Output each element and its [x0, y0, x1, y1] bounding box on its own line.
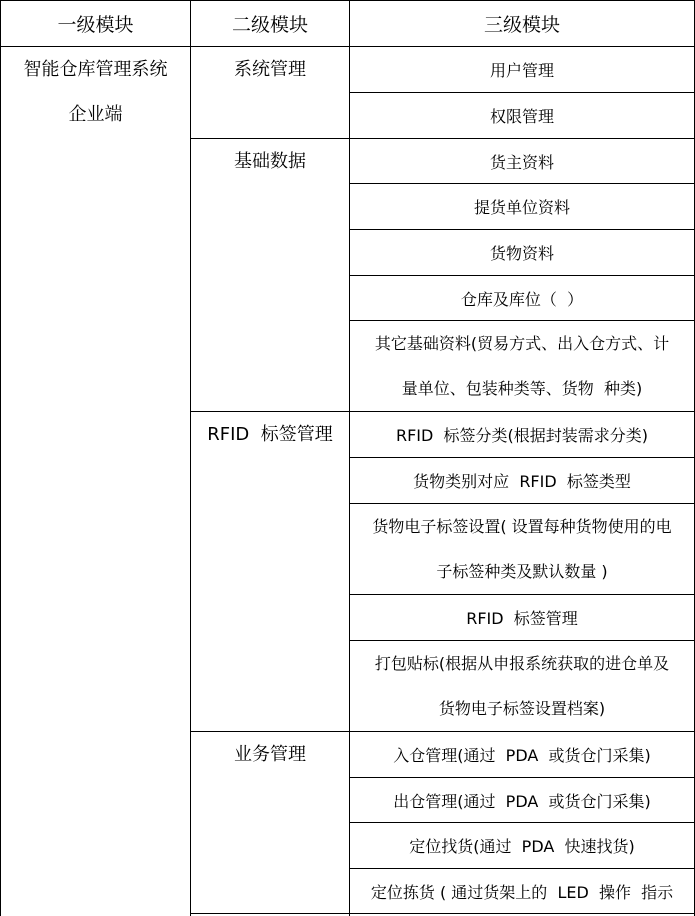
- header-level3: 三级模块: [483, 14, 560, 36]
- level3-item: 仓库及库位（ ）: [460, 289, 584, 309]
- level3-item: RFID 标签管理: [466, 609, 578, 628]
- header-level1: 一级模块: [57, 14, 134, 36]
- level3-line: 量单位、包装种类等、货物 种类): [401, 379, 643, 398]
- level3-item-multiline: [350, 504, 694, 594]
- level2-rfid: RFID 标签管理: [207, 424, 333, 445]
- level2-base-data: 基础数据: [234, 151, 306, 172]
- table-bottom-border: [190, 913, 695, 914]
- level3-item: 定位拣货 ( 通过货架上的 LED 操作 指示: [370, 882, 674, 902]
- col-line-0: [0, 0, 1, 916]
- level3-item-multiline: [350, 321, 694, 411]
- level3-line: 其它基础资料(贸易方式、出入仓方式、计: [374, 334, 670, 353]
- level1-line2: 企业端: [68, 104, 123, 125]
- level3-item: 出仓管理(通过 PDA 或货仓门采集): [393, 791, 651, 811]
- header-level2: 二级模块: [231, 14, 308, 36]
- level3-item: 定位找货(通过 PDA 快速找货): [409, 837, 635, 856]
- level1-line1: 智能仓库管理系统: [23, 59, 168, 80]
- level3-item: 货主资料: [489, 152, 554, 172]
- level3-item: 提货单位资料: [473, 198, 570, 217]
- level3-line: 货物电子标签设置( 设置每种货物使用的电: [372, 517, 672, 536]
- level2-business: 业务管理: [234, 744, 306, 765]
- level1-cell: [1, 47, 190, 137]
- level3-line: 货物电子标签设置档案): [438, 699, 606, 718]
- level3-item: 权限管理: [489, 107, 554, 126]
- level3-item: 货物资料: [489, 244, 554, 263]
- level3-line: 打包贴标(根据从申报系统获取的进仓单及: [374, 654, 670, 673]
- level3-line: 子标签种类及默认数量 ): [436, 562, 608, 581]
- level3-item: 货物类别对应 RFID 标签类型: [413, 472, 631, 491]
- level2-system: 系统管理: [234, 59, 306, 80]
- level3-item: 用户管理: [489, 61, 554, 80]
- level3-item-multiline: [350, 641, 694, 731]
- level3-item: RFID 标签分类(根据封装需求分类): [395, 426, 649, 445]
- level3-item: 入仓管理(通过 PDA 或货仓门采集): [393, 746, 651, 765]
